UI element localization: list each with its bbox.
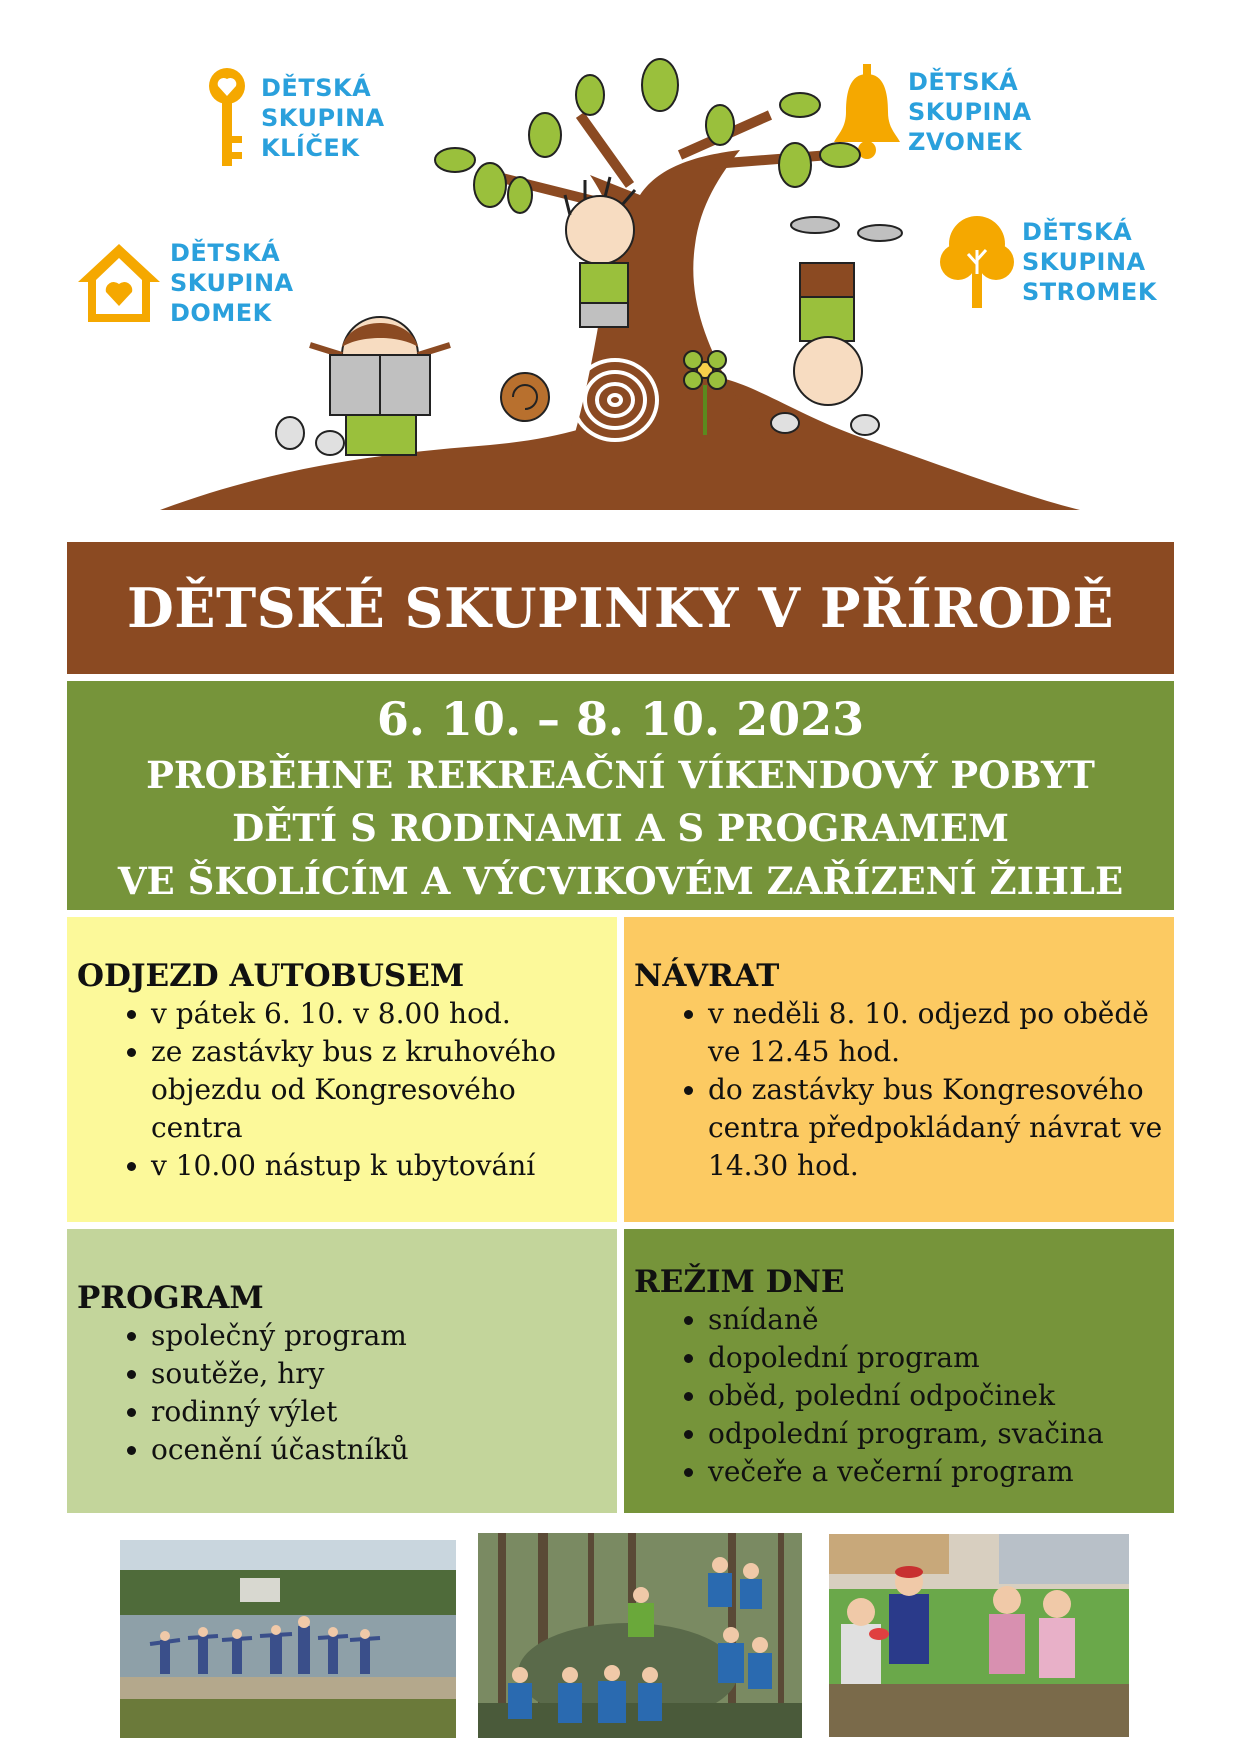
info-banner — [67, 681, 1174, 910]
photo-picnic — [829, 1534, 1129, 1737]
departure-heading: ODJEZD AUTOBUSEM — [77, 958, 465, 994]
house-icon — [76, 240, 162, 326]
return-box — [624, 917, 1174, 1222]
schedule-list — [634, 1301, 1164, 1491]
info-line-1: PROBĚHNE REKREAČNÍ VÍKENDOVÝ POBYT — [146, 753, 1095, 797]
list-item: • oběd, polední odpočinek — [708, 1377, 1164, 1415]
tree-illustration — [160, 55, 1080, 515]
schedule-box — [624, 1229, 1174, 1513]
logo-stromek-line3: STROMEK — [1022, 278, 1157, 306]
program-heading: PROGRAM — [77, 1280, 264, 1316]
list-item: • snídaně — [708, 1301, 1164, 1339]
logo-klicek-line2: SKUPINA — [261, 104, 385, 132]
logo-domek-line3: DOMEK — [170, 299, 272, 327]
page-title: DĚTSKÉ SKUPINKY V PŘÍRODĚ — [126, 576, 1115, 640]
list-item: • v neděli 8. 10. odjezd po obědě ve 12.45 hod. — [708, 995, 1164, 1071]
return-list — [634, 995, 1164, 1185]
return-heading: NÁVRAT — [634, 958, 780, 994]
departure-list — [77, 995, 607, 1185]
photo-forest — [478, 1533, 802, 1738]
list-item: • večeře a večerní program — [708, 1453, 1164, 1491]
schedule-heading: REŽIM DNE — [634, 1264, 845, 1300]
logo-stromek-line1: DĚTSKÁ — [1022, 218, 1133, 246]
logo-zvonek-line2: SKUPINA — [908, 98, 1032, 126]
list-item: • dopolední program — [708, 1339, 1164, 1377]
boy-upside-down — [771, 217, 902, 435]
logo-stromek-line2: SKUPINA — [1022, 248, 1146, 276]
list-item: • v pátek 6. 10. v 8.00 hod. — [151, 995, 607, 1033]
list-item: • do zastávky bus Kongresového centra předpokládaný návrat ve 14.30 hod. — [708, 1071, 1164, 1185]
logo-domek-line1: DĚTSKÁ — [170, 239, 281, 267]
girl-reading — [276, 317, 450, 455]
logo-zvonek-line3: ZVONEK — [908, 128, 1023, 156]
logo-zvonek-line1: DĚTSKÁ — [908, 68, 1019, 96]
program-list — [77, 1317, 607, 1469]
logo-klicek-line1: DĚTSKÁ — [261, 74, 372, 102]
list-item: • ocenění účastníků — [151, 1431, 607, 1469]
info-line-2: DĚTÍ S RODINAMI A S PROGRAMEM — [232, 806, 1009, 850]
departure-box — [67, 917, 617, 1222]
title-banner — [67, 542, 1174, 674]
event-date: 6. 10. – 8. 10. 2023 — [376, 692, 865, 746]
list-item: • společný program — [151, 1317, 607, 1355]
info-line-3: VE ŠKOLÍCÍM A VÝCVIKOVÉM ZAŘÍZENÍ ŽIHLE — [117, 859, 1124, 903]
list-item: • rodinný výlet — [151, 1393, 607, 1431]
photo-lake — [120, 1540, 456, 1738]
list-item: • v 10.00 nástup k ubytování — [151, 1147, 607, 1185]
logo-klicek-line3: KLÍČEK — [261, 134, 360, 162]
program-box — [67, 1229, 617, 1513]
list-item: • ze zastávky bus z kruhového objezdu od Kongresového centra — [151, 1033, 607, 1147]
logo-domek-line2: SKUPINA — [170, 269, 294, 297]
list-item: • soutěže, hry — [151, 1355, 607, 1393]
list-item: • odpolední program, svačina — [708, 1415, 1164, 1453]
